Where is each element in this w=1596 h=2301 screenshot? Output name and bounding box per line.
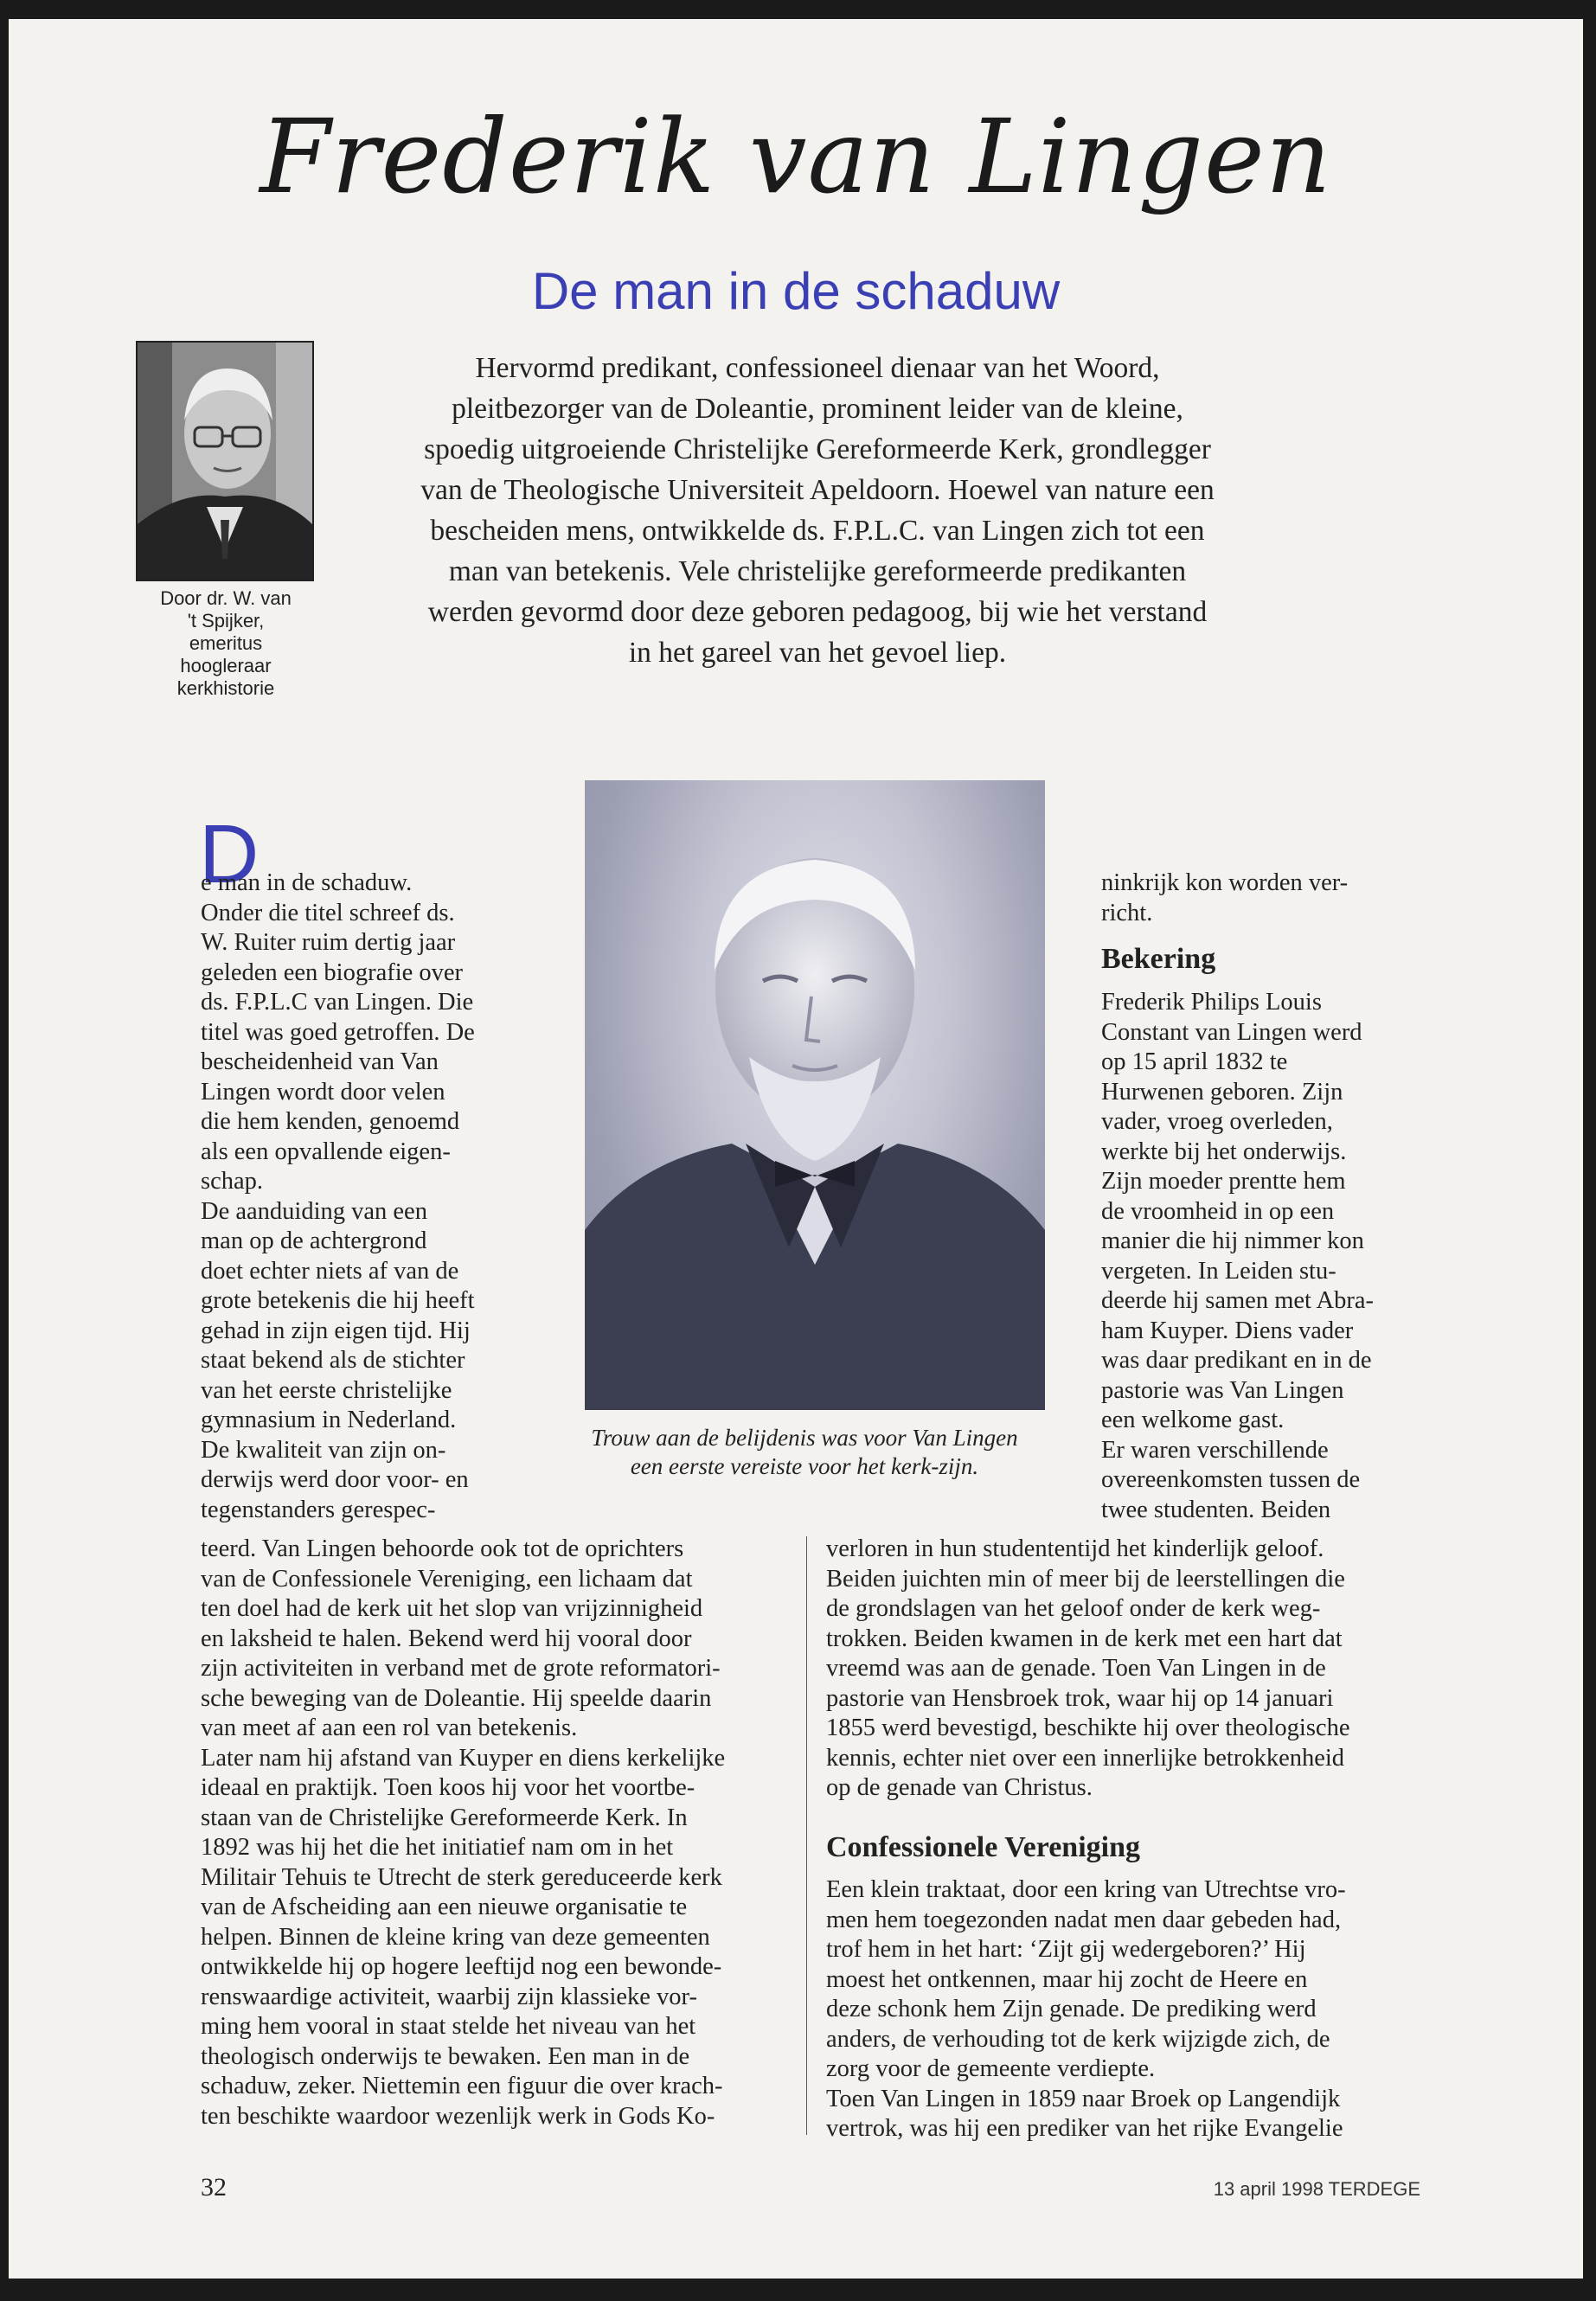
intro-line: in het gareel van het gevoel liep.	[628, 637, 1007, 669]
van-lingen-photo	[585, 780, 1045, 1410]
body-column-left-top: e man in de schaduw. Onder die titel schreef ds. W. Ruiter ruim dertig jaar geleden een biografie over ds. F.P.L.C van Lingen. Die titel was goed getroffen. De bescheidenheid van Van Lingen wordt door velen die hem kenden, genoemd als een opvallende eigen- schap. De aanduiding van een man op de achtergrond doet echter niets af van de grote betekenis die hij heeft gehad in zijn eigen tijd. Hij staat bekend als de stichter van het eerste christelijke gymnasium in Nederland. De kwaliteit van zijn on- derwijs werd door voor- en tegenstanders gerespec-	[201, 869, 475, 1523]
intro-line: man van betekenis. Vele christelijke gereformeerde predikanten	[448, 555, 1187, 587]
author-caption-line: hoogleraar	[180, 655, 272, 676]
author-caption-line: 't Spijker,	[187, 610, 265, 631]
section-heading-bekering: Bekering	[1101, 943, 1216, 975]
intro-line: spoedig uitgroeiende Christelijke Gereformeerde Kerk, grondlegger	[424, 433, 1211, 465]
intro-line: werden gevormd door deze geboren pedagoog, bij wie het verstand	[427, 596, 1208, 628]
body-column-right-final: Een klein traktaat, door een kring van Utrechtse vro- men hem toegezonden nadat men daar gebeden had, trof hem in het hart: ‘Zijt gij wedergeboren?’ Hij moest het ontkennen, maar hij zocht de Heere en deze schonk hem Zijn genade. De prediking werd anders, de verhouding tot de kerk wijzigde zich, de zorg voor de gemeente verdiepte. Toen Van Lingen in 1859 naar Broek op Langendijk vertrok, was hij een prediker van het rijke Evangelie	[826, 1876, 1346, 2142]
author-portrait	[136, 341, 314, 581]
author-caption-line: kerkhistorie	[176, 677, 275, 699]
column-divider	[806, 1536, 807, 2135]
article-subtitle: De man in de schaduw	[531, 262, 1061, 320]
intro-line: pleitbezorger van de Doleantie, prominent leider van de kleine,	[452, 393, 1183, 425]
intro-line: bescheiden mens, ontwikkelde ds. F.P.L.C. van Lingen zich tot een	[430, 515, 1205, 547]
intro-line: van de Theologische Universiteit Apeldoorn. Hoewel van nature een	[420, 474, 1215, 506]
author-caption-line: Door dr. W. van	[160, 587, 292, 609]
van-lingen-portrait-image	[585, 780, 1045, 1410]
photo-caption-line: Trouw aan de belijdenis was voor Van Lingen	[591, 1425, 1018, 1451]
body-column-right-middle: Frederik Philips Louis Constant van Lingen werd op 15 april 1832 te Hurwenen geboren. Zijn vader, vroeg overleden, werkte bij het onderwijs. Zijn moeder prentte hem de vroomheid in op een manier die hij nimmer kon vergeten. In Leiden stu- deerde hij samen met Abra- ham Kuyper. Diens vader was daar predikant en in de pastorie was Van Lingen een welkome gast. Er waren verschillende overeenkomsten tussen de twee studenten. Beiden	[1101, 989, 1374, 1523]
author-portrait-image	[138, 343, 312, 580]
drop-cap: D	[199, 808, 260, 901]
article-title: Frederik van Lingen	[260, 97, 1332, 216]
intro-line: Hervormd predikant, confessioneel dienaar van het Woord,	[475, 352, 1160, 384]
body-column-right-top: ninkrijk kon worden ver- richt.	[1101, 869, 1349, 926]
section-heading-confessionele-vereniging: Confessionele Vereniging	[826, 1831, 1141, 1863]
photo-caption-line: een eerste vereiste voor het kerk-zijn.	[630, 1453, 979, 1479]
body-column-right-bottom: verloren in hun studententijd het kinderlijk geloof. Beiden juichten min of meer bij de leerstellingen die de grondslagen van het geloof onder de kerk weg- trokken. Beiden kwamen in de kerk met een hart dat vreemd was aan de genade. Toen Van Lingen in de pastorie van Hensbroek trok, waar hij op 14 januari 1855 werd bevestigd, beschikte hij over theologische kennis, echter niet over een innerlijke betrokkenheid op de genade van Christus.	[826, 1535, 1350, 1801]
page-number: 32	[201, 2173, 227, 2202]
article-intro	[329, 348, 1306, 673]
photo-caption	[545, 1424, 1064, 1481]
author-caption-line: emeritus	[189, 632, 263, 654]
issue-footer: 13 april 1998 TERDEGE	[1213, 2178, 1420, 2200]
body-column-left-bottom: teerd. Van Lingen behoorde ook tot de oprichters van de Confessionele Vereniging, een lichaam dat ten doel had de kerk uit het slop van vrijzinnigheid en laksheid te halen. Bekend werd hij vooral door zijn activiteiten in verband met de grote reformatori- sche beweging van de Doleantie. Hij speelde daarin van meet af aan een rol van betekenis. Later nam hij afstand van Kuyper en diens kerkelijke ideaal en praktijk. Toen koos hij voor het voortbe- staan van de Christelijke Gereformeerde Kerk. In 1892 was hij het die het initiatief nam om in het Militair Tehuis te Utrecht de sterk gereduceerde kerk van de Afscheiding aan een nieuwe organisatie te helpen. Binnen de kleine kring van deze gemeenten ontwikkelde hij op hogere leeftijd nog een bewonde- renswaardige activiteit, waarbij zijn klassieke vor- ming hem vooral in staat stelde het niveau van het theologisch onderwijs te bewaken. Een man in de schaduw, zeker. Niettemin een figuur die over krach- ten beschikte waardoor wezenlijk werk in Gods Ko-	[201, 1535, 726, 2130]
author-caption	[130, 587, 322, 700]
magazine-page	[9, 19, 1583, 2279]
